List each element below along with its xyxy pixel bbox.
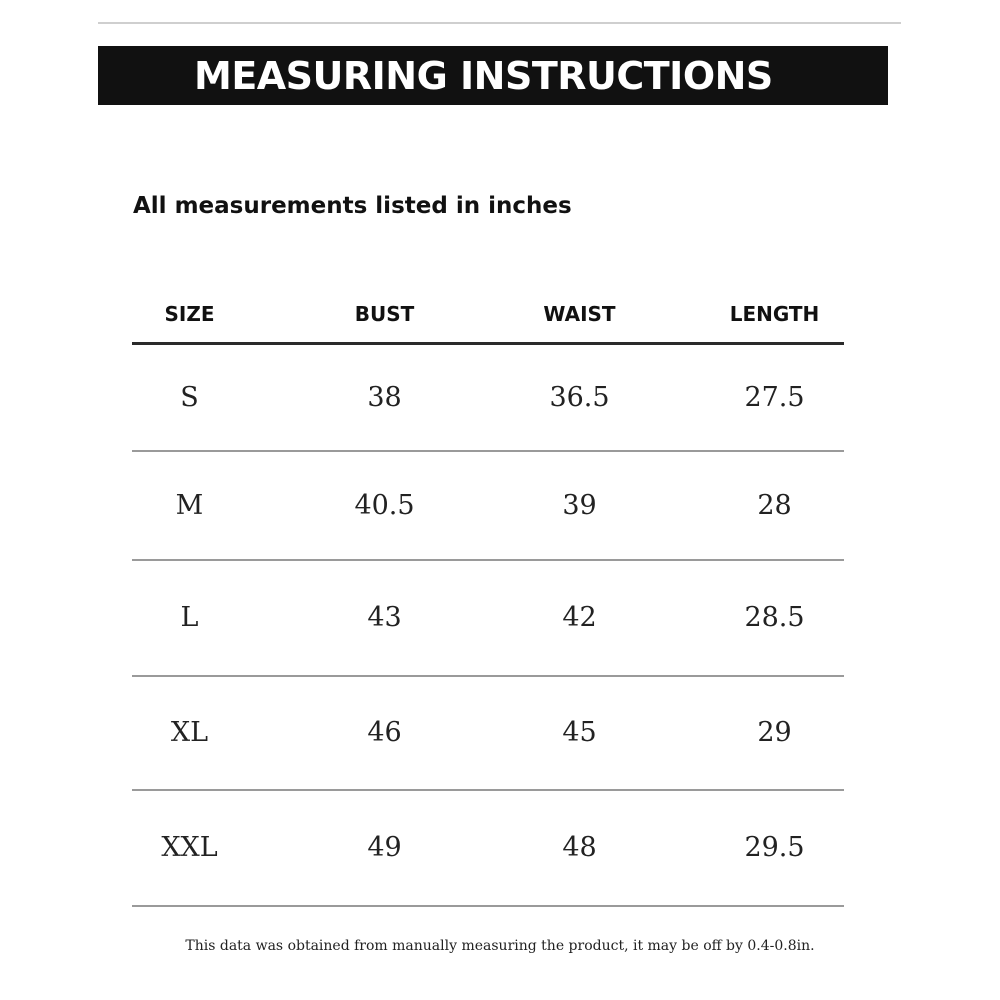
table-header-row: [132, 290, 844, 345]
bust-cell: 46: [367, 717, 402, 748]
header-size: SIZE: [164, 302, 215, 326]
size-table: [132, 290, 844, 907]
length-cell: 28: [757, 489, 792, 521]
length-cell: 29.5: [744, 832, 805, 863]
header-length: LENGTH: [729, 302, 820, 326]
page-title: MEASURING INSTRUCTIONS: [194, 54, 773, 98]
table-row: [132, 345, 844, 452]
length-cell: 29: [757, 717, 792, 748]
waist-cell: 48: [562, 832, 597, 863]
size-cell: L: [180, 602, 199, 633]
length-cell: 27.5: [744, 381, 805, 413]
table-row: [132, 791, 844, 907]
waist-cell: 42: [562, 602, 597, 633]
length-cell: 28.5: [744, 602, 805, 633]
bust-cell: 40.5: [354, 489, 415, 521]
waist-cell: 45: [562, 717, 597, 748]
bust-cell: 43: [367, 602, 402, 633]
table-row: [132, 452, 844, 561]
size-cell: S: [180, 381, 199, 413]
table-row: [132, 561, 844, 677]
table-row: [132, 677, 844, 791]
waist-cell: 36.5: [549, 381, 610, 413]
header-bust: BUST: [354, 302, 415, 326]
bust-cell: 38: [367, 381, 402, 413]
size-cell: M: [175, 489, 204, 521]
waist-cell: 39: [562, 489, 597, 521]
top-divider: [98, 22, 901, 24]
bust-cell: 49: [367, 832, 402, 863]
size-cell: XL: [170, 717, 209, 748]
units-subtitle: All measurements listed in inches: [133, 193, 572, 219]
header-waist: WAIST: [543, 302, 616, 326]
size-cell: XXL: [161, 832, 218, 863]
title-banner: [98, 46, 888, 105]
measurement-disclaimer: This data was obtained from manually measuring the product, it may be off by 0.4-0.8in.: [185, 938, 815, 954]
